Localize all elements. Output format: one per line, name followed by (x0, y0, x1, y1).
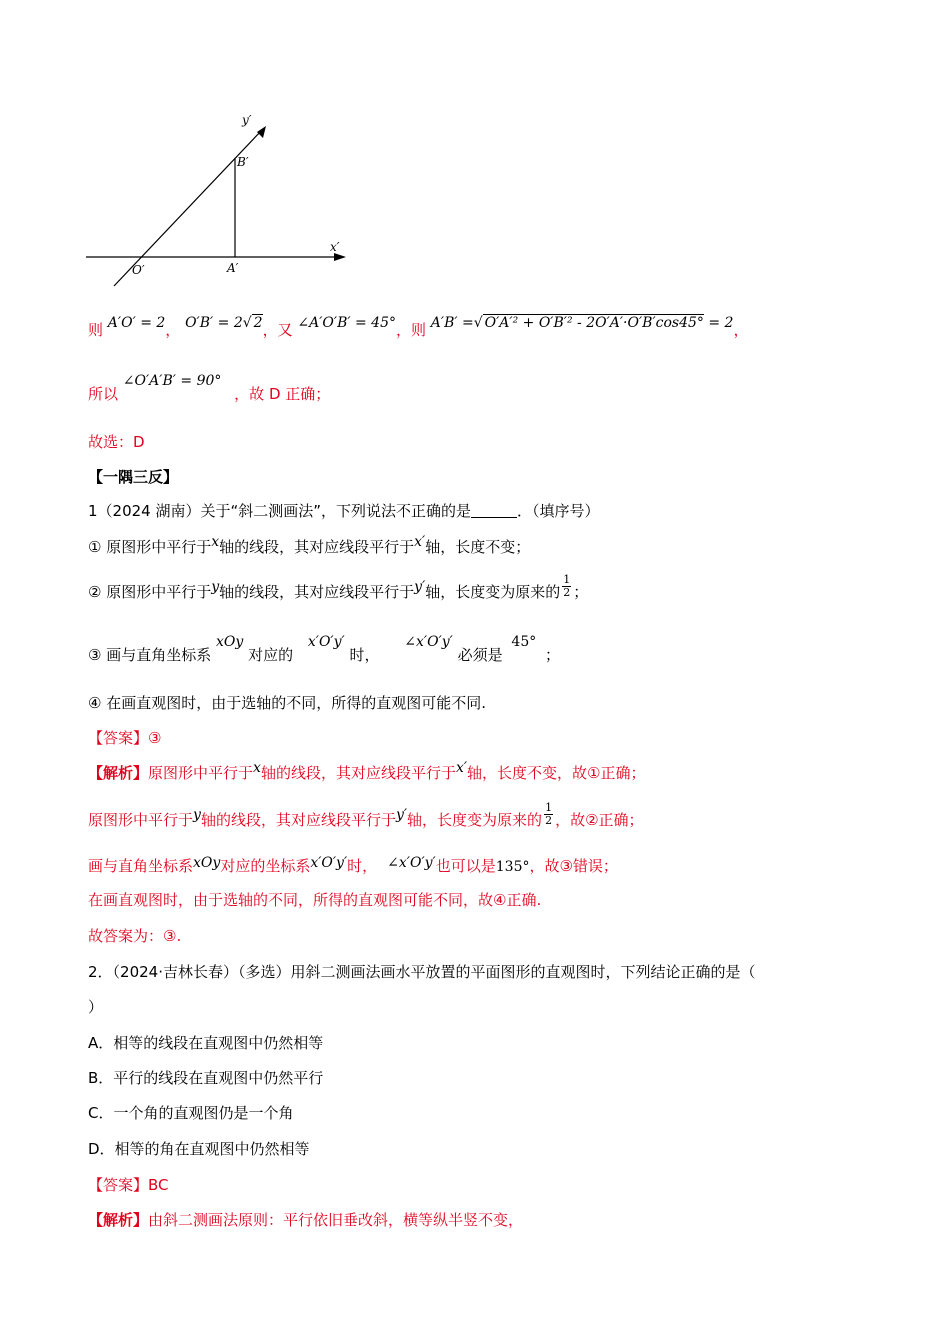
solution-line-2: 所以 ∠O′A′B′ = 90° ，故 D 正确； (88, 373, 331, 403)
oblique-diagram (80, 108, 360, 288)
q1-final: 故答案为：③. (88, 927, 182, 945)
label-x-prime: x′ (330, 240, 340, 254)
q1-analysis-4: 在画直观图时，由于选轴的不同，所得的直观图可能不同，故④正确. (88, 891, 542, 909)
label-a-prime: A′ (227, 261, 239, 275)
q1-item-1: ① 原图形中平行于x轴的线段，其对应线段平行于x′轴，长度不变； (88, 534, 531, 556)
label-o-prime: O′ (132, 263, 145, 277)
q2-option-c: C．一个角的直观图仍是一个角 (88, 1104, 294, 1122)
x-axis-arrow (334, 253, 346, 261)
q1-stem: 1（2024 湖南）关于“斜二测画法”，下列说法不正确的是 ．（填序号） (88, 502, 600, 520)
label-y-prime: y′ (242, 113, 252, 127)
q2-answer: 【答案】BC (88, 1176, 169, 1194)
q1-item-2: ② 原图形中平行于y轴的线段，其对应线段平行于y′轴，长度变为原来的 $\frac{1}{2}$ ； (88, 573, 589, 601)
y-axis-arrow (257, 126, 266, 138)
q2-analysis: 【解析】由斜二测画法原则：平行依旧垂改斜，横等纵半竖不变， (88, 1211, 524, 1229)
fraction-one-half: $\frac{1}{2}$ (545, 801, 553, 827)
q1-item-4: ④ 在画直观图时，由于选轴的不同，所得的直观图可能不同. (88, 694, 486, 712)
q1-analysis-3: 画与直角坐标系xOy对应的坐标系x′O′y′时， ∠x′O′y′也可以是135°，故③错误； (88, 855, 618, 875)
label-b-prime: B′ (237, 155, 249, 169)
q2-stem-cont: ） (88, 998, 104, 1016)
solution-line-1: 则 A′O′ = 2， O′B′ = 2√ 2，又 ∠A′O′B′ = 45°，则 A′B′ =√ O′A′² + O′B′² - 2O′A′·O′B′cos45° = 2， (88, 315, 749, 339)
q1-item-3: ③ 画与直角坐标系 xOy 对应的 x′O′y′ 时， ∠x′O′y′ 必须是 45° ； (88, 634, 561, 664)
solution-choice: 故选：D (88, 433, 145, 451)
q2-stem: 2．（2024·吉林长春）（多选）用斜二测画法画水平放置的平面图形的直观图时，下列结论正确的是（ (88, 963, 756, 981)
section-title: 【一隅三反】 (88, 468, 179, 486)
q1-analysis-2: 原图形中平行于y轴的线段，其对应线段平行于y′轴，长度变为原来的 $\frac{1}{2}$ ，故②正确； (88, 801, 644, 829)
answer-blank (471, 503, 517, 518)
q1-analysis-1: 【解析】原图形中平行于x轴的线段，其对应线段平行于x′轴，长度不变，故①正确； (88, 760, 646, 782)
q2-option-b: B．平行的线段在直观图中仍然平行 (88, 1069, 324, 1087)
q2-option-d: D．相等的角在直观图中仍然相等 (88, 1140, 310, 1158)
q1-answer: 【答案】③ (88, 729, 162, 747)
fraction-one-half: $\frac{1}{2}$ (563, 573, 571, 599)
q2-option-a: A．相等的线段在直观图中仍然相等 (88, 1034, 324, 1052)
